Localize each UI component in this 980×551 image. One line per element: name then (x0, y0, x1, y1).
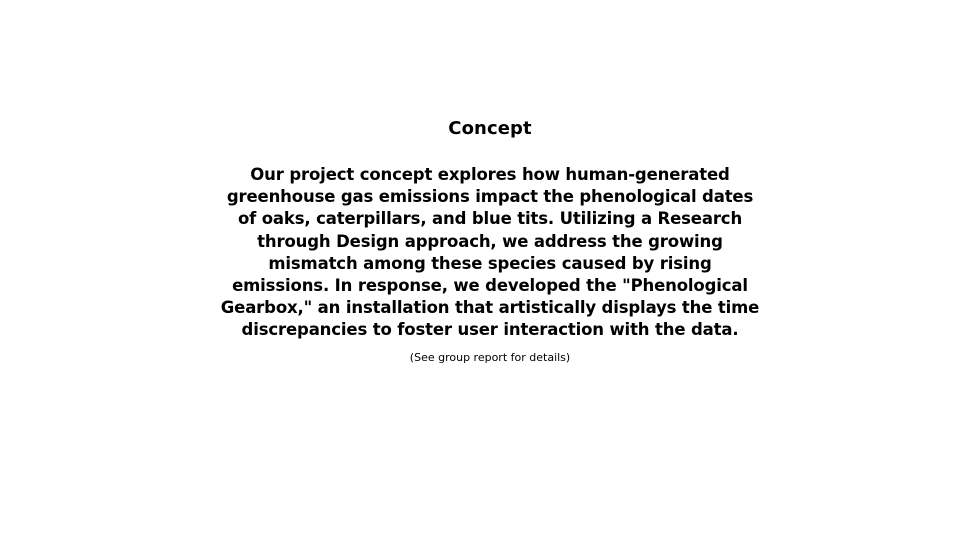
slide-title: Concept (448, 118, 532, 139)
details-note: (See group report for details) (409, 350, 571, 364)
slide-content (220, 116, 760, 366)
concept-paragraph: Our project concept explores how human-generated greenhouse gas emissions impact the phenological dates of oaks, caterpillars, and blue tits. Utilizing a Research through Design approach, we address the growing mismatch among these species caused by rising emissions. In response, we developed the "Phenological Gearbox," an installation that artistically displays the time discrepancies to foster user interaction with the data. (220, 165, 760, 340)
